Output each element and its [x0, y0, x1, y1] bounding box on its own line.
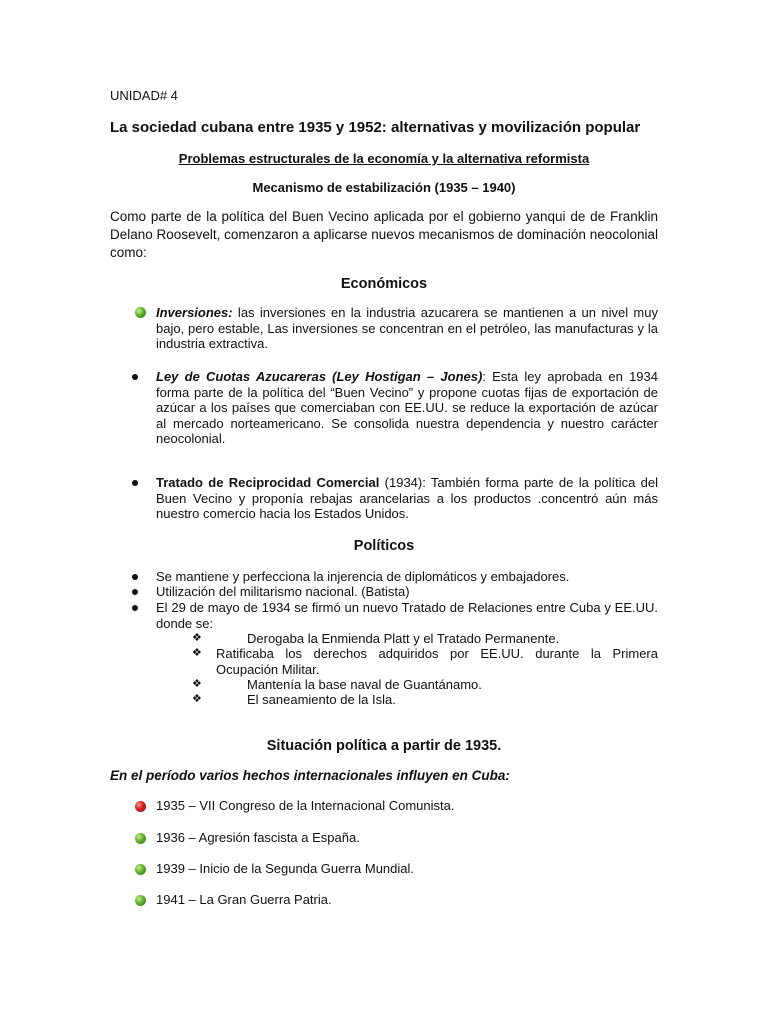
green-bullet-icon	[135, 307, 146, 318]
section-subtitle: Problemas estructurales de la economía y la alternativa reformista	[178, 151, 590, 166]
political-subitem: Mantenía la base naval de Guantánamo.	[247, 677, 482, 692]
red-bullet-icon	[135, 801, 146, 812]
economic-item-reciprocity-treaty	[156, 475, 658, 522]
economic-heading: Económicos	[340, 276, 428, 292]
event-item: 1936 – Agresión fascista a España.	[156, 830, 360, 845]
economic-item-sugar-quota-law	[156, 369, 658, 447]
diamond-bullet-icon: ❖	[192, 647, 202, 659]
bullet-icon	[132, 605, 138, 611]
political-item: Utilización del militarismo nacional. (Batista)	[156, 584, 410, 599]
bullet-icon	[132, 374, 138, 380]
political-subitem: Derogaba la Enmienda Platt y el Tratado Permanente.	[247, 631, 560, 646]
green-bullet-icon	[135, 833, 146, 844]
economic-item-term: Tratado de Reciprocidad Comercial	[156, 475, 380, 490]
situation-heading: Situación política a partir de 1935.	[266, 738, 502, 754]
political-subitem: Ratificaba los derechos adquiridos por EE.UU. durante la Primera Ocupación Militar.	[216, 646, 658, 677]
diamond-bullet-icon: ❖	[192, 693, 202, 705]
economic-item-term: Ley de Cuotas Azucareras (Ley Hostigan – Jones)	[156, 369, 483, 384]
unit-label: UNIDAD# 4	[110, 88, 178, 103]
green-bullet-icon	[135, 895, 146, 906]
diamond-bullet-icon: ❖	[192, 678, 202, 690]
economic-item-text: las inversiones en la industria azucarera se mantienen a un nivel muy bajo, pero estable, Las inversiones se concentran en el petróleo, las manufacturas y la industria extractiva.	[156, 305, 658, 351]
bullet-icon	[132, 574, 138, 580]
bullet-icon	[132, 589, 138, 595]
bullet-icon	[132, 480, 138, 486]
intro-paragraph: Como parte de la política del Buen Vecino aplicada por el gobierno yanqui de de Franklin Delano Roosevelt, comenzaron a aplicarse nuevos mecanismos de dominación neocolonial como:	[110, 209, 658, 260]
economic-item-text: (1934): También forma parte de la política del Buen Vecino y proponía rebajas arancelarias a los productos .concentró aún más nuestro comercio hacia los Estados Unidos.	[156, 475, 658, 521]
green-bullet-icon	[135, 864, 146, 875]
political-item: El 29 de mayo de 1934 se firmó un nuevo Tratado de Relaciones entre Cuba y EE.UU. donde se:	[156, 600, 658, 631]
economic-item-investments	[156, 305, 658, 352]
political-subitem: El saneamiento de la Isla.	[247, 692, 396, 707]
economic-item-text: : Esta ley aprobada en 1934 forma parte de la política del “Buen Vecino” y propone cuotas fijas de exportación de azúcar a los países que comerciaban con EE.UU. se reduce la exportación de azúcar al mercado norteamericano. Se consolida nuestra dependencia y nuestro carácter neocolonial.	[156, 369, 658, 446]
mechanism-title: Mecanismo de estabilización (1935 – 1940)	[252, 180, 516, 195]
event-item: 1935 – VII Congreso de la Internacional Comunista.	[156, 798, 455, 813]
event-item: 1941 – La Gran Guerra Patria.	[156, 892, 332, 907]
diamond-bullet-icon: ❖	[192, 632, 202, 644]
political-item: Se mantiene y perfecciona la injerencia de diplomáticos y embajadores.	[156, 569, 570, 584]
political-heading: Políticos	[353, 538, 415, 554]
situation-lead: En el período varios hechos internacionales influyen en Cuba:	[110, 768, 510, 783]
economic-item-term: Inversiones:	[156, 305, 233, 320]
page-title: La sociedad cubana entre 1935 y 1952: alternativas y movilización popular	[110, 119, 641, 136]
event-item: 1939 – Inicio de la Segunda Guerra Mundial.	[156, 861, 415, 876]
